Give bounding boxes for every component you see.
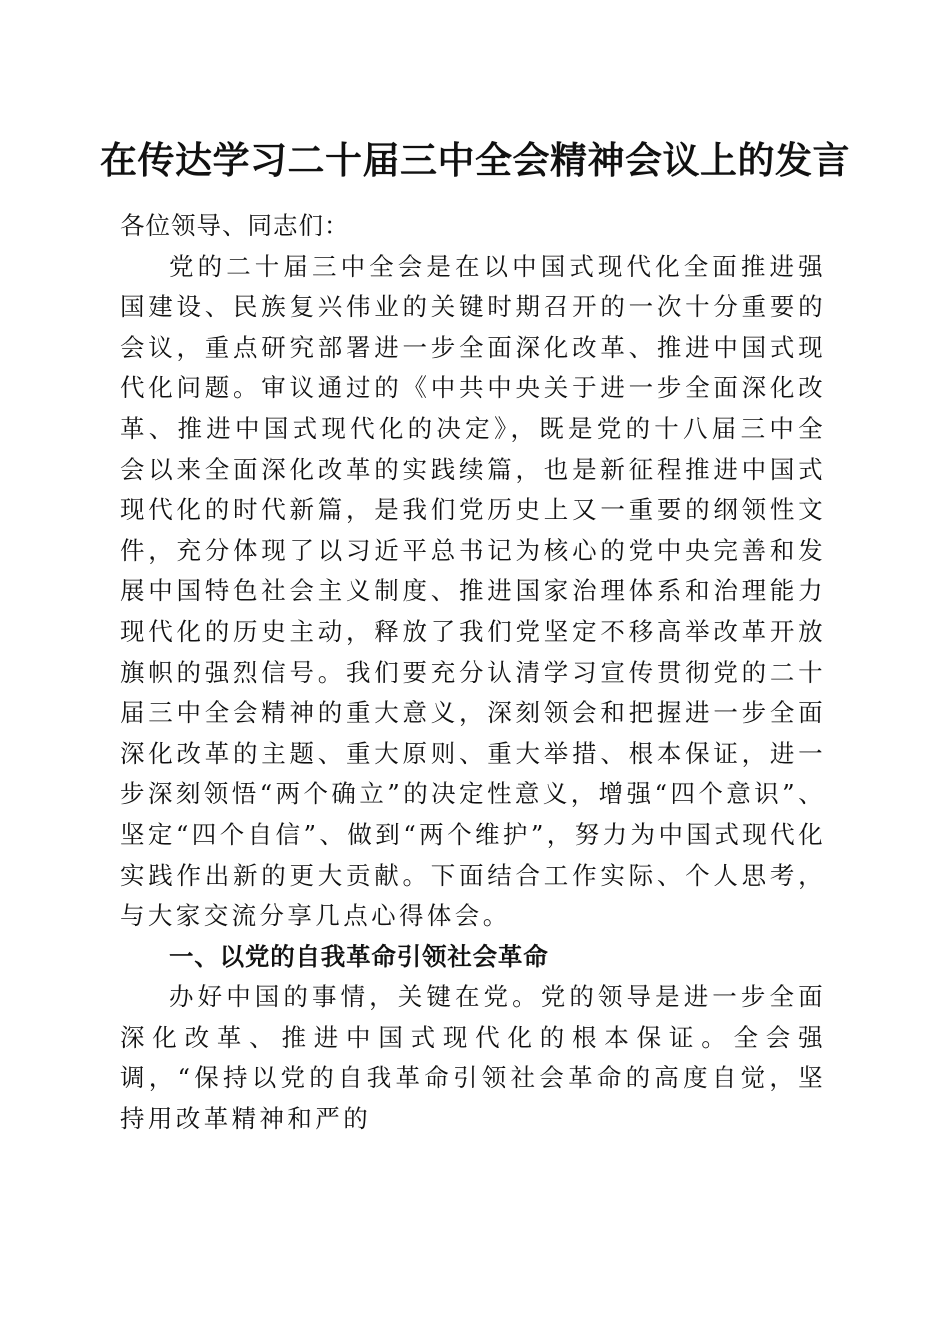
paragraph-section-1: 办好中国的事情，关键在党。党的领导是进一步全面深化改革、推进中国式现代化的根本保证。全会强调，“保持以党的自我革命引领社会革命的高度自觉，坚持用改革精神和严的 — [120, 982, 826, 1134]
document-title: 在传达学习二十届三中全会精神会议上的发言 — [100, 138, 850, 182]
salutation: 各位领导、同志们： — [120, 211, 350, 240]
document-body — [120, 206, 826, 1140]
paragraph-intro: 党的二十届三中全会是在以中国式现代化全面推进强国建设、民族复兴伟业的关键时期召开的一次十分重要的会议，重点研究部署进一步全面深化改革、推进中国式现代化问题。审议通过的《中共中央关于进一步全面深化改革、推进中国式现代化的决定》，既是党的十八届三中全会以来全面深化改革的实践续篇，也是新征程推进中国式现代化的时代新篇，是我们党历史上又一重要的纲领性文件，充分体现了以习近平总书记为核心的党中央完善和发展中国特色社会主义制度、推进国家治理体系和治理能力现代化的历史主动，释放了我们党坚定不移高举改革开放旗帜的强烈信号。我们要充分认清学习宣传贯彻党的二十届三中全会精神的重大意义，深刻领会和把握进一步全面深化改革的主题、重大原则、重大举措、根本保证，进一步深刻领悟“两个确立”的决定性意义，增强“四个意识”、坚定“四个自信”、做到“两个维护”，努力为中国式现代化实践作出新的更大贡献。下面结合工作实际、个人思考，与大家交流分享几点心得体会。 — [120, 251, 826, 931]
section-heading-1: 一、以党的自我革命引领社会革命 — [169, 941, 549, 971]
